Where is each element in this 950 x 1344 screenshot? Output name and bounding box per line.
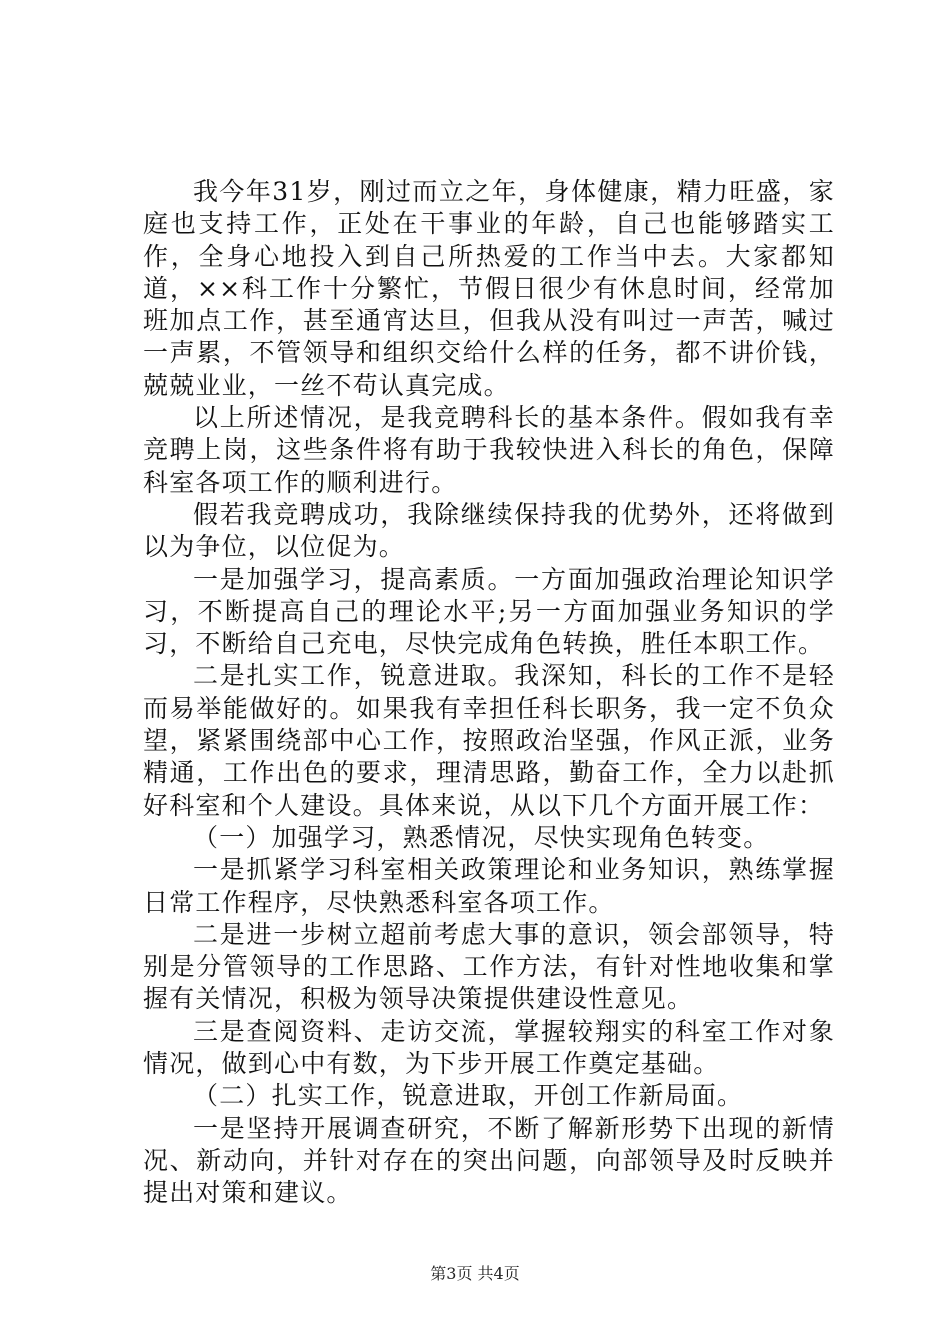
paragraph: 二是进一步树立超前考虑大事的意识，领会部领导，特别是分管领导的工作思路、工作方法，有针对性地收集和掌握有关情况，积极为领导决策提供建设性意见。 xyxy=(143,919,835,1014)
paragraph: 一是加强学习，提高素质。一方面加强政治理论知识学习，不断提高自己的理论水平;另一方面加强业务知识的学习，不断给自己充电，尽快完成角色转换，胜任本职工作。 xyxy=(143,564,835,659)
paragraph: 假若我竞聘成功，我除继续保持我的优势外，还将做到以为争位，以位促为。 xyxy=(143,499,835,562)
page-footer: 第3页 共4页 xyxy=(430,1264,520,1283)
paragraph: 我今年31岁，刚过而立之年，身体健康，精力旺盛，家庭也支持工作，正处在干事业的年龄，自己也能够踏实工作，全身心地投入到自己所热爱的工作当中去。大家都知道，××科工作十分繁忙，节假日很少有休息时间，经常加班加点工作，甚至通宵达旦，但我从没有叫过一声苦，喊过一声累，不管领导和组织交给什么样的任务，都不讲价钱，兢兢业业，一丝不苟认真完成。 xyxy=(143,177,835,400)
document-body xyxy=(143,176,835,1210)
paragraph: 三是查阅资料、走访交流，掌握较翔实的科室工作对象情况，做到心中有数，为下步开展工作奠定基础。 xyxy=(143,1016,835,1079)
paragraph: 以上所述情况，是我竞聘科长的基本条件。假如我有幸竞聘上岗，这些条件将有助于我较快进入科长的角色，保障科室各项工作的顺利进行。 xyxy=(143,403,835,497)
paragraph: 一是抓紧学习科室相关政策理论和业务知识，熟练掌握日常工作程序，尽快熟悉科室各项工作。 xyxy=(143,855,835,917)
paragraph: 一是坚持开展调查研究，不断了解新形势下出现的新情况、新动向，并针对存在的突出问题，向部领导及时反映并提出对策和建议。 xyxy=(143,1113,835,1208)
paragraph: 二是扎实工作，锐意进取。我深知，科长的工作不是轻而易举能做好的。如果我有幸担任科长职务，我一定不负众望，紧紧围绕部中心工作，按照政治坚强，作风正派，业务精通，工作出色的要求，理清思路，勤奋工作，全力以赴抓好科室和个人建设。具体来说，从以下几个方面开展工作： xyxy=(143,661,835,820)
section-heading: （一）加强学习，熟悉情况，尽快实现角色转变。 xyxy=(193,822,770,852)
section-heading: （二）扎实工作，锐意进取，开创工作新局面。 xyxy=(193,1081,744,1111)
